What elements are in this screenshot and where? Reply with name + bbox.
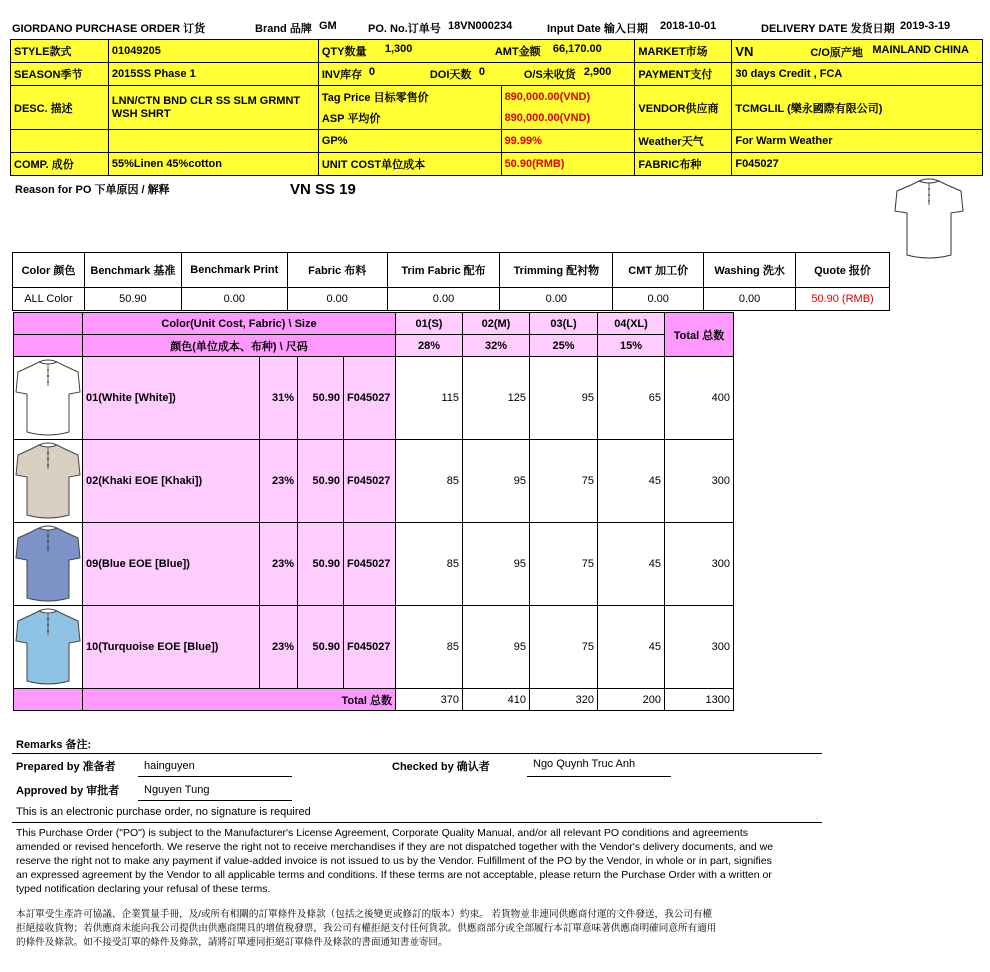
electronic-note: This is an electronic purchase order, no signature is required [16, 806, 311, 818]
inv-doi-os-cell [318, 63, 635, 86]
size-label-s: 01(S) [396, 313, 463, 335]
market-origin-cell [732, 40, 983, 63]
row-qty-l: 75 [530, 523, 598, 606]
asp-value: 890,000.00(VND) [501, 108, 635, 130]
bench-trimming-value: 0.00 [500, 288, 613, 311]
approved-value: Nguyen Tung [144, 784, 210, 796]
qty-label: QTY数量 [321, 46, 367, 58]
row-total: 300 [665, 440, 734, 523]
vendor-value: TCMGLIL (樂永國際有限公司) [732, 86, 983, 130]
doi-value: 0 [478, 66, 485, 78]
po-number-label: PO. No.订单号 [368, 23, 441, 35]
bench-washing-value: 0.00 [704, 288, 796, 311]
shirt-thumbnail [14, 357, 83, 440]
shirt-thumbnail [14, 523, 83, 606]
input-date-label: Input Date 输入日期 [547, 23, 648, 35]
bench-cmt-value: 0.00 [613, 288, 704, 311]
row-qty-l: 75 [530, 440, 598, 523]
inv-label: INV库存 [321, 69, 363, 81]
unit-cost-label: UNIT COST单位成本 [318, 153, 501, 176]
row-qty-xl: 45 [598, 440, 665, 523]
row-total: 300 [665, 606, 734, 689]
desc-line-2: WSH SHRT [111, 107, 171, 120]
row-fabric: F045027 [344, 440, 396, 523]
bench-benchmark-value: 50.90 [84, 288, 181, 311]
asp-label: ASP 平均价 [318, 108, 501, 130]
size-row [14, 440, 734, 523]
bench-header-color: Color 颜色 [13, 253, 85, 288]
terms-english [16, 826, 826, 896]
shirt-icon [15, 607, 81, 687]
row-qty-s: 85 [396, 440, 463, 523]
row-qty-l: 95 [530, 357, 598, 440]
row-qty-s: 85 [396, 523, 463, 606]
market-label: MARKET市场 [635, 40, 732, 63]
comp-label: COMP. 成份 [11, 153, 109, 176]
row-qty-m: 125 [463, 357, 530, 440]
size-pct-m: 32% [463, 335, 530, 357]
size-header-2: 颜色(单位成本、布种) \ 尺码 [83, 335, 396, 357]
shirt-icon [15, 441, 81, 521]
size-label-m: 02(M) [463, 313, 530, 335]
terms-zh-line: 的條件及條款。如不接受訂單的條件及條款，請將訂單連同拒絕訂單條件及條款的書面通知書並寄回。 [16, 937, 448, 948]
row-fabric: F045027 [344, 357, 396, 440]
bench-color-value: ALL Color [13, 288, 85, 311]
bench-header-fabric: Fabric 布料 [287, 253, 387, 288]
bench-fabric-value: 0.00 [287, 288, 387, 311]
row-color: 10(Turquoise EOE [Blue]) [83, 606, 260, 689]
footer-qty-xl: 200 [598, 689, 665, 711]
desc-label: DESC. 描述 [11, 86, 109, 130]
row-cost: 50.90 [298, 606, 344, 689]
unit-cost-value: 50.90(RMB) [501, 153, 635, 176]
terms-en-line: reserve the right not to make any payment if value-added invoice is not issued to us by the Vendor. Fulfillment of the PO by the Vendor, in whole or in part, signifies [16, 855, 772, 867]
delivery-date-value: 2019-3-19 [900, 20, 951, 32]
season-value: 2015SS Phase 1 [108, 63, 318, 86]
bench-header-benchmark-print: Benchmark Print [181, 253, 287, 288]
row-color: 01(White [White]) [83, 357, 260, 440]
po-number-value: 18VN000234 [448, 20, 513, 32]
size-footer-blank [14, 689, 83, 711]
size-header-blank [14, 313, 83, 335]
bench-quote-value: 50.90 (RMB) [796, 288, 890, 311]
footer-qty-s: 370 [396, 689, 463, 711]
fabric-label: FABRIC布种 [635, 153, 732, 176]
doi-label: DOI天数 [429, 69, 472, 81]
size-rows [14, 357, 734, 689]
terms-en-line: an expressed agreement by the Vendor to all applicable terms and conditions. If these terms are not acceptable, please return the Purchase Order with a written or [16, 869, 772, 881]
size-pct-s: 28% [396, 335, 463, 357]
row-total: 400 [665, 357, 734, 440]
bench-header-washing: Washing 洗水 [704, 253, 796, 288]
size-row [14, 523, 734, 606]
empty-cell [108, 130, 318, 153]
bench-print-value: 0.00 [181, 288, 287, 311]
terms-en-line: amended or revised henceforth. We reserve the right not to receive merchandises if they are not dispatched together with the Vendor's delivery documents, and we [16, 841, 774, 853]
size-row [14, 606, 734, 689]
row-qty-s: 115 [396, 357, 463, 440]
row-cost: 50.90 [298, 440, 344, 523]
footer-total: 1300 [665, 689, 734, 711]
weather-label: Weather天气 [635, 130, 732, 153]
input-date-value: 2018-10-01 [660, 20, 717, 32]
size-header-blank [14, 335, 83, 357]
season-label: SEASON季节 [11, 63, 109, 86]
terms-zh-line: 本訂單受生產許可協議、企業質量手冊，及/或所有相關的訂單條件及條款（包括之後變更或修訂的版本）約束。 若貨物並非連同供應商付運的文件發送，我公司有權 [16, 909, 713, 920]
shirt-icon [15, 524, 81, 604]
size-row [14, 357, 734, 440]
amt-value: 66,170.00 [552, 43, 602, 55]
po-title: GIORDANO PURCHASE ORDER 订货 [12, 23, 206, 35]
os-label: O/S未收货 [523, 69, 576, 81]
row-total: 300 [665, 523, 734, 606]
brand-value: GM [319, 20, 337, 32]
bench-header-quote: Quote 报价 [796, 253, 890, 288]
row-color: 02(Khaki EOE [Khaki]) [83, 440, 260, 523]
style-value: 01049205 [108, 40, 318, 63]
size-header-total: Total 总数 [665, 313, 734, 357]
row-fabric: F045027 [344, 523, 396, 606]
checked-label: Checked by 确认者 [392, 761, 490, 773]
style-label: STYLE款式 [11, 40, 109, 63]
checked-value: Ngo Quynh Truc Anh [533, 758, 636, 770]
benchmark-table [12, 252, 890, 311]
terms-en-line: This Purchase Order ("PO") is subject to the Manufacturer's License Agreement, Corporate Quality Manual, and/or all relevant PO conditions and agreements [16, 827, 748, 839]
footer-qty-l: 320 [530, 689, 598, 711]
tag-price-value: 890,000.00(VND) [501, 86, 635, 108]
market-value: VN [735, 43, 754, 59]
brand-label: Brand 品牌 [255, 23, 312, 35]
tag-price-label: Tag Price 目标零售价 [318, 86, 501, 108]
row-qty-m: 95 [463, 440, 530, 523]
terms-zh-line: 拒絕接收貨物；若供應商未能向我公司提供由供應商開具的增值稅發票，我公司有權拒絕支付任何貨款。供應商部分或全部履行本訂單意味著供應商明確同意所有適用 [16, 923, 717, 934]
shirt-sketch-icon [893, 175, 965, 263]
inv-value: 0 [368, 66, 375, 78]
row-qty-m: 95 [463, 523, 530, 606]
row-qty-s: 85 [396, 606, 463, 689]
vendor-label: VENDOR供应商 [635, 86, 732, 130]
shirt-thumbnail [14, 440, 83, 523]
desc-value [108, 86, 318, 130]
comp-value: 55%Linen 45%cotton [108, 153, 318, 176]
order-info-grid [10, 39, 983, 176]
origin-label: C/O原产地 [810, 47, 863, 59]
prepared-label: Prepared by 准备者 [16, 761, 116, 773]
po-header [12, 20, 972, 36]
checked-underline [527, 776, 671, 777]
fabric-value: F045027 [732, 153, 983, 176]
weather-value: For Warm Weather [732, 130, 983, 153]
desc-line-1: LNN/CTN BND CLR SS SLM GRMNT [111, 94, 301, 107]
row-qty-xl: 45 [598, 523, 665, 606]
remarks-label: Remarks 备注: [16, 739, 92, 751]
os-value: 2,900 [583, 66, 612, 78]
size-label-xl: 04(XL) [598, 313, 665, 335]
prepared-underline [138, 776, 292, 777]
size-footer-label: Total 总数 [83, 689, 396, 711]
bench-header-cmt: CMT 加工价 [613, 253, 704, 288]
reason-label: Reason for PO 下单原因 / 解释 [15, 184, 170, 196]
terms-divider [12, 822, 822, 823]
terms-en-line: typed notification declaring your refusal of these terms. [16, 883, 271, 895]
footer-qty-m: 410 [463, 689, 530, 711]
row-qty-l: 75 [530, 606, 598, 689]
row-cost: 50.90 [298, 523, 344, 606]
row-pct: 31% [260, 357, 298, 440]
row-qty-xl: 45 [598, 606, 665, 689]
origin-value: MAINLAND CHINA [872, 44, 969, 56]
approved-underline [138, 800, 292, 801]
row-qty-xl: 65 [598, 357, 665, 440]
bench-trim-fabric-value: 0.00 [387, 288, 500, 311]
row-pct: 23% [260, 523, 298, 606]
row-pct: 23% [260, 606, 298, 689]
shirt-icon [15, 358, 81, 438]
shirt-thumbnail [14, 606, 83, 689]
terms-chinese [16, 908, 836, 950]
delivery-date-label: DELIVERY DATE 发货日期 [761, 23, 895, 35]
row-cost: 50.90 [298, 357, 344, 440]
empty-cell [11, 130, 109, 153]
size-header-1: Color(Unit Cost, Fabric) \ Size [83, 313, 396, 335]
qty-amt-cell [318, 40, 635, 63]
amt-label: AMT金额 [494, 46, 541, 58]
size-breakdown-table [13, 312, 734, 711]
size-label-l: 03(L) [530, 313, 598, 335]
bench-header-trim-fabric: Trim Fabric 配布 [387, 253, 500, 288]
row-color: 09(Blue EOE [Blue]) [83, 523, 260, 606]
row-qty-m: 95 [463, 606, 530, 689]
payment-value: 30 days Credit , FCA [732, 63, 983, 86]
reason-value: VN SS 19 [290, 181, 356, 198]
payment-label: PAYMENT支付 [635, 63, 732, 86]
size-pct-l: 25% [530, 335, 598, 357]
bench-header-trimming: Trimming 配衬物 [500, 253, 613, 288]
bench-header-benchmark: Benchmark 基准 [84, 253, 181, 288]
qty-value: 1,300 [384, 43, 413, 55]
remarks-divider [12, 753, 822, 754]
prepared-value: hainguyen [144, 760, 195, 772]
gp-label: GP% [318, 130, 501, 153]
size-pct-xl: 15% [598, 335, 665, 357]
row-fabric: F045027 [344, 606, 396, 689]
row-pct: 23% [260, 440, 298, 523]
approved-label: Approved by 审批者 [16, 785, 120, 797]
gp-value: 99.99% [501, 130, 635, 153]
